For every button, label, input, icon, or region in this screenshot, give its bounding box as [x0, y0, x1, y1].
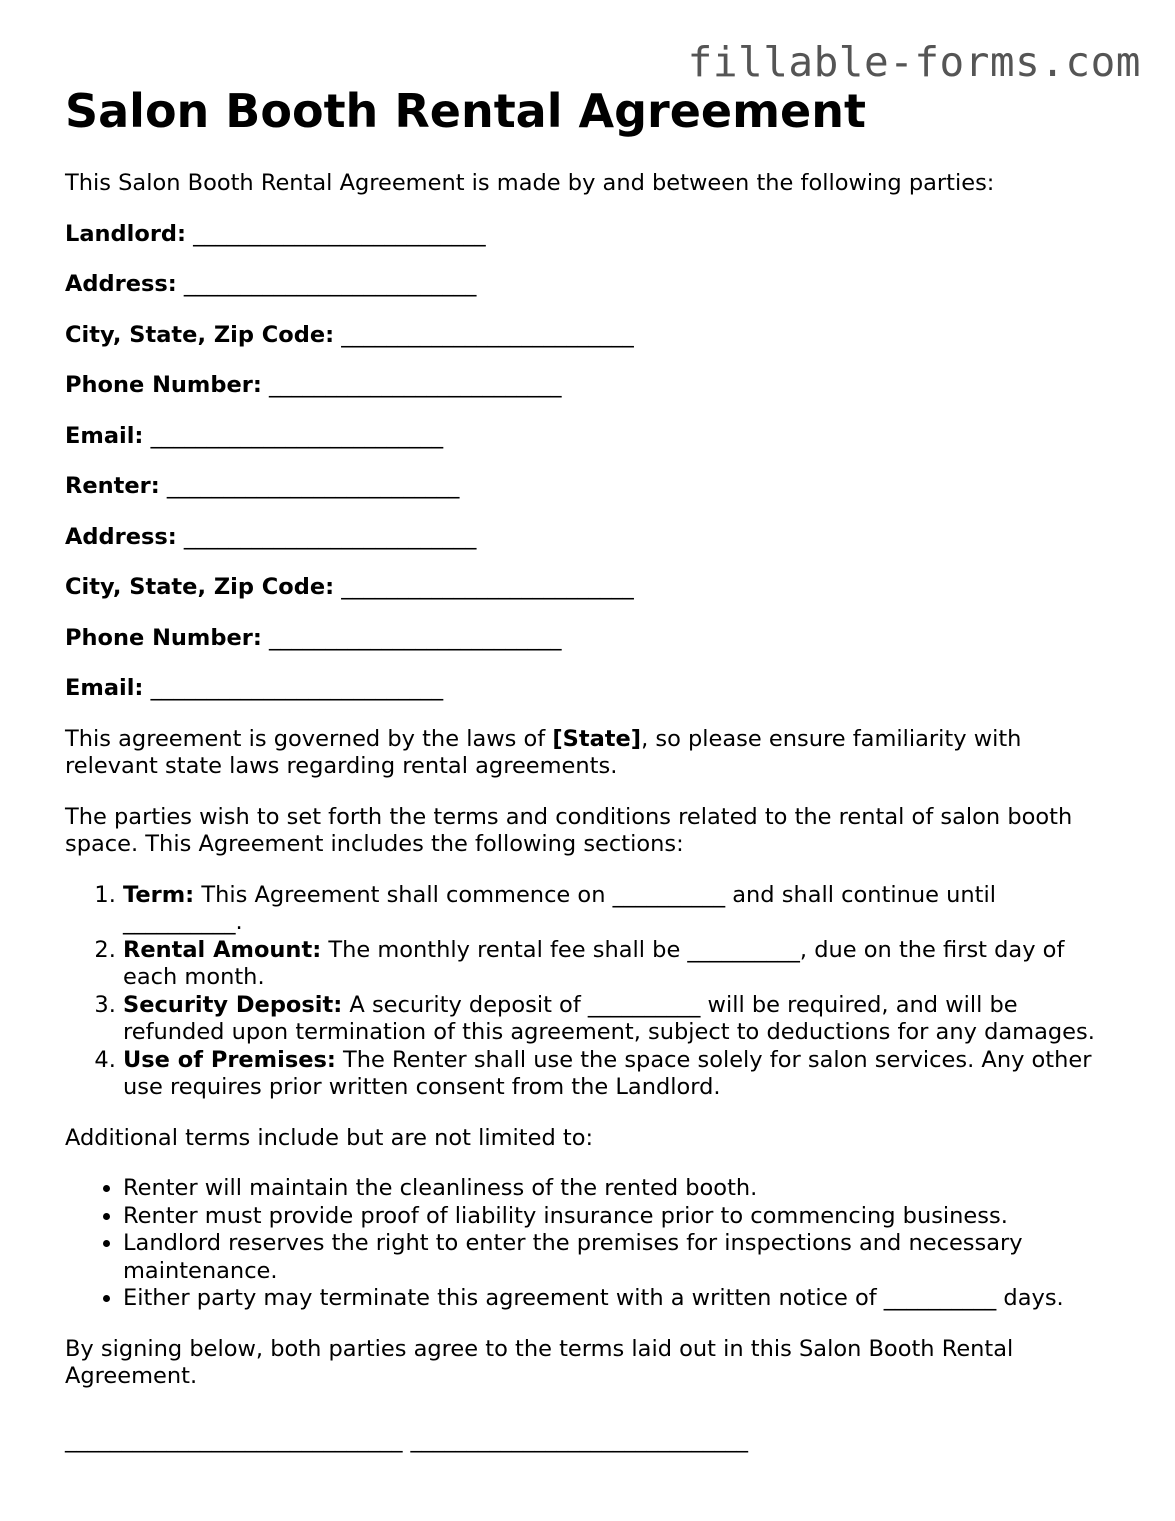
intro-paragraph: This Salon Booth Rental Agreement is made by and between the following parties: [65, 170, 995, 196]
watermark: fillable-forms.com [687, 38, 1141, 86]
field-label: Address: [65, 523, 177, 550]
field-label: Phone Number: [65, 624, 262, 651]
governing-law-paragraph [65, 726, 1115, 781]
signature-line-landlord[interactable]: ______________________________ [65, 1426, 403, 1453]
landlord-phone-input[interactable]: __________________________ [269, 372, 562, 398]
field-label: Email: [65, 675, 144, 701]
renter-phone-field [65, 625, 1115, 653]
section-use-of-premises: 4. Use of Premises: The Renter shall use the space solely for salon services. Any other use requires prior written consent from the Landlord. [123, 1047, 1115, 1102]
sections-intro: The parties wish to set forth the terms and conditions related to the rental of salon booth space. This Agreement includes the following sections: [65, 803, 1073, 857]
signature-line-renter[interactable]: ______________________________ [410, 1426, 748, 1453]
field-label: Renter: [65, 473, 160, 499]
renter-address-input[interactable]: __________________________ [183, 523, 477, 550]
landlord-city-input[interactable]: __________________________ [341, 321, 634, 348]
landlord-address-input[interactable]: __________________________ [183, 271, 477, 297]
renter-phone-input[interactable]: __________________________ [269, 624, 562, 651]
additional-intro: Additional terms include but are not limited to: [65, 1124, 594, 1151]
closing-paragraph: By signing below, both parties agree to the terms laid out in this Salon Booth Rental Agreement. [65, 1335, 1014, 1389]
additional-terms-list [65, 1175, 1115, 1313]
landlord-address-field [65, 271, 1115, 299]
renter-city-input[interactable]: __________________________ [341, 574, 634, 600]
landlord-phone-field [65, 372, 1115, 400]
landlord-email-input[interactable]: __________________________ [150, 422, 444, 449]
landlord-city-field [65, 322, 1115, 350]
renter-email-field [65, 675, 1115, 703]
landlord-input[interactable]: __________________________ [193, 220, 486, 247]
governing-text: This agreement is governed by the laws of [65, 725, 553, 752]
sections-list [65, 882, 1115, 1102]
field-label: Address: [65, 271, 177, 297]
field-label: City, State, Zip Code: [65, 321, 335, 348]
state-placeholder[interactable]: [State] [552, 725, 642, 752]
governing-text: , so please ensure familiarity with relevant state laws regarding rental agreements. [65, 725, 1022, 779]
list-item: • Either party may terminate this agreement with a written notice of __________ days. [123, 1285, 1115, 1313]
page-title: Salon Booth Rental Agreement [65, 84, 866, 138]
section-term: 1. Term: This Agreement shall commence on __________ and shall continue until __________. [123, 882, 1115, 937]
list-item: • Landlord reserves the right to enter the premises for inspections and necessary maintenance. [123, 1230, 1115, 1285]
renter-field [65, 473, 1115, 501]
landlord-email-field [65, 423, 1115, 451]
party-fields [65, 221, 1115, 703]
list-item: • Renter will maintain the cleanliness of the rented booth. [123, 1175, 1115, 1203]
field-label: Landlord: [65, 220, 187, 247]
landlord-field [65, 221, 1115, 249]
field-label: Phone Number: [65, 372, 262, 398]
section-rental-amount: 2. Rental Amount: The monthly rental fee shall be __________, due on the first day of each month. [123, 937, 1115, 992]
signature-lines [65, 1427, 1115, 1455]
renter-input[interactable]: __________________________ [166, 473, 460, 499]
section-security-deposit: 3. Security Deposit: A security deposit of __________ will be required, and will be refunded upon termination of this agreement, subject to deductions for any damages. [123, 992, 1115, 1047]
field-label: Email: [65, 422, 144, 449]
list-item: • Renter must provide proof of liability insurance prior to commencing business. [123, 1203, 1115, 1231]
renter-email-input[interactable]: __________________________ [150, 675, 444, 701]
renter-address-field [65, 524, 1115, 552]
field-label: City, State, Zip Code: [65, 574, 335, 600]
document-body [65, 170, 1115, 1454]
renter-city-field [65, 574, 1115, 602]
